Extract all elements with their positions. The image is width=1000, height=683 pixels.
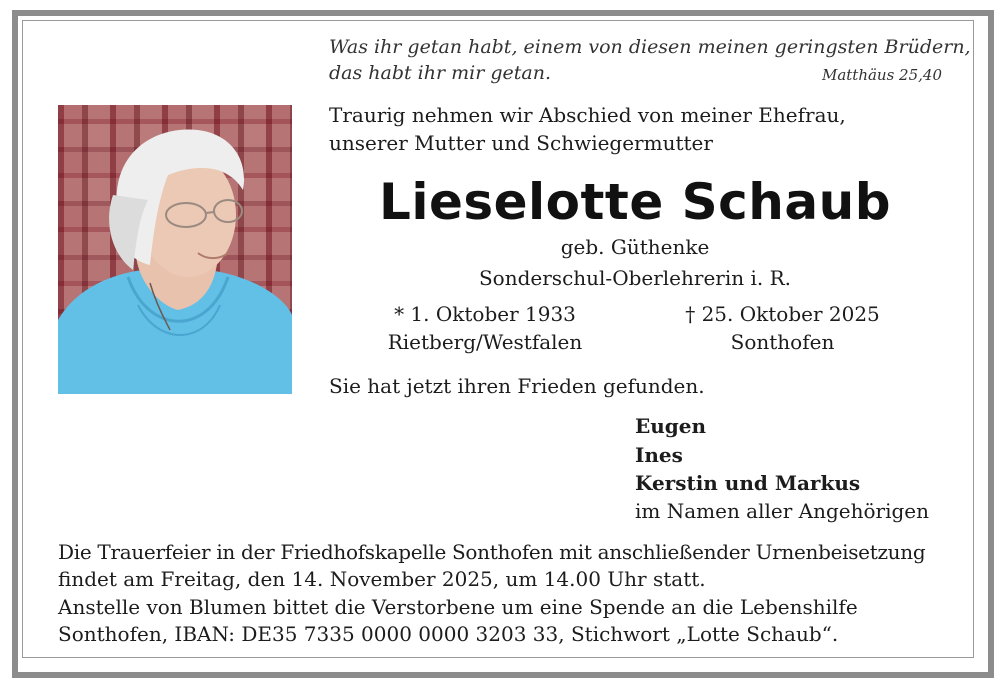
birth-date: 1. Oktober 1933 [410,302,576,326]
notice-line-2: findet am Freitag, den 14. November 2025, um 14.00 Uhr statt. [58,567,706,591]
death-symbol: † [685,302,696,326]
birth-symbol: * [394,302,405,326]
verse-line-1: Was ihr getan habt, einem von diesen meinen geringsten Brüdern, [329,36,971,58]
intro-line-2: unserer Mutter und Schwiegermutter [329,131,713,155]
notice-line-3: Anstelle von Blumen bittet die Verstorbene um eine Spende an die Lebenshilfe [58,595,858,619]
death-date: 25. Oktober 2025 [701,302,880,326]
death-place: Sonthofen [730,330,835,354]
notice-line-4: Sonthofen, IBAN: DE35 7335 0000 0000 3203 33, Stichwort „Lotte Schaub“. [58,622,839,646]
intro-line-1: Traurig nehmen wir Abschied von meiner Ehefrau, [329,103,846,127]
birth-place: Rietberg/Westfalen [387,330,583,354]
portrait-illustration [58,105,292,394]
mourner-2: Ines [635,443,683,467]
mourners-closing: im Namen aller Angehörigen [635,499,930,523]
notice-line-1: Die Trauerfeier in der Friedhofskapelle Sonthofen mit anschließender Urnenbeisetzung [58,540,926,564]
peace-line: Sie hat jetzt ihren Frieden gefunden. [329,374,705,398]
birth-name: geb. Güthenke [560,235,710,259]
verse-reference: Matthäus 25,40 [821,66,942,84]
mourner-3: Kerstin und Markus [635,471,861,495]
death-date-line [660,302,905,326]
portrait-photo [58,105,292,394]
profession: Sonderschul-Oberlehrerin i. R. [478,266,792,290]
deceased-name: Lieselotte Schaub [378,173,892,231]
mourner-1: Eugen [635,414,707,438]
birth-date-line [360,302,610,326]
verse-line-2: das habt ihr mir getan. [329,62,551,84]
